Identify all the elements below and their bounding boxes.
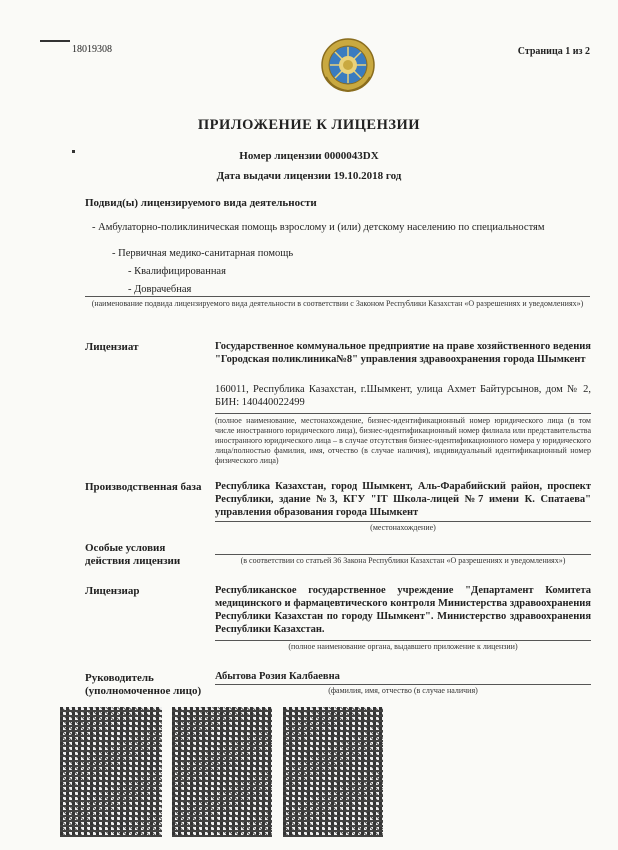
head-note: (фамилия, имя, отчество (в случае наличия) <box>328 686 478 695</box>
state-emblem-icon <box>320 37 376 93</box>
licensor-value: Республиканское государственное учреждение "Департамент Комитета медицинского и фармацевтического контроля Министерства здравоохранения Республики Казахстан по городу Шымкент". Министерство здравоохранения Республики Казахстан. <box>215 585 591 635</box>
scan-mark <box>40 40 70 42</box>
head-label-2: (уполномоченное лицо) <box>85 685 202 697</box>
activity-item: - Доврачебная <box>128 284 192 295</box>
divider <box>215 554 591 555</box>
divider <box>215 413 591 414</box>
activity-item: - Квалифицированная <box>128 266 226 277</box>
issue-date: Дата выдачи лицензии 19.10.2018 год <box>216 170 402 182</box>
licensee-note: (полное наименование, местонахождение, бизнес-идентификационный номер юридического лица (в том числе иностранного юридического лица), бизнес-идентификационный номер филиала или представительства иностранного юридического лица – в случае отсутствия бизнес-идентификационного номера у юридического лица/полностью фамилия, имя, отчество (в случае наличия), индивидуальный идентификационный номер физического лица) <box>215 416 591 465</box>
qr-code-icon <box>60 707 162 837</box>
divider <box>215 684 591 685</box>
licensee-address: 160011, Республика Казахстан, г.Шымкент, улица Ахмет Байтурсынов, дом № 2, БИН: 140440022499 <box>215 384 591 408</box>
divider <box>215 640 591 641</box>
document-number: 18019308 <box>72 44 112 55</box>
activity-item: - Амбулаторно-поликлиническая помощь взрослому и (или) детскому населению по специальностям <box>92 222 545 233</box>
head-value: Абытова Розия Калбаевна <box>215 671 340 682</box>
production-base-note: (местонахождение) <box>370 523 436 532</box>
licensee-label: Лицензиат <box>85 341 139 353</box>
licensor-label: Лицензиар <box>85 585 140 597</box>
qr-code-icon <box>172 707 272 837</box>
licensor-note: (полное наименование органа, выдавшего приложение к лицензии) <box>288 642 518 651</box>
page-indicator: Страница 1 из 2 <box>517 46 590 57</box>
qr-code-icon <box>283 707 383 837</box>
special-conditions-label-2: действия лицензии <box>85 555 181 567</box>
license-number: Номер лицензии 0000043DX <box>239 150 379 162</box>
production-base-label: Производственная база <box>85 481 202 493</box>
special-conditions-note: (в соответствии со статьей 36 Закона Республики Казахстан «О разрешениях и уведомлениях») <box>240 556 566 565</box>
production-base-value: Республика Казахстан, город Шымкент, Аль-Фарабийский район, проспект Республики, здание №3, КГУ "IT Школа-лицей №7 имени К. Спатаева" управления образования города Шымкент <box>215 481 591 518</box>
divider <box>215 521 591 522</box>
licensee-name: Государственное коммунальное предприятие на праве хозяйственного ведения "Городская поликлиника№8" управления здравоохранения города Шымкент <box>215 341 591 365</box>
head-label: Руководитель <box>85 672 154 684</box>
activity-item: - Первичная медико-санитарная помощь <box>112 248 294 259</box>
page-title: ПРИЛОЖЕНИЕ К ЛИЦЕНЗИИ <box>197 117 421 133</box>
subtype-note: (наименование подвида лицензируемого вида деятельности в соответствии с Законом Республики Казахстан «О разрешениях и уведомлениях») <box>91 299 584 308</box>
divider <box>85 296 590 297</box>
subtype-heading: Подвид(ы) лицензируемого вида деятельности <box>85 197 317 209</box>
special-conditions-label: Особые условия <box>85 542 166 554</box>
